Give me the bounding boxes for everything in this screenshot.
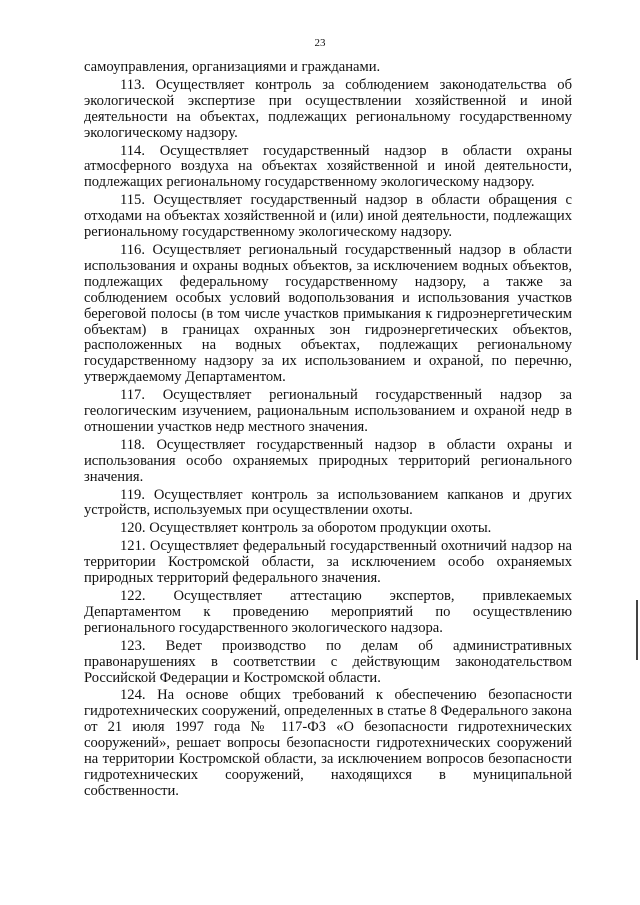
paragraph-119: 119. Осуществляет контроль за использованием капканов и других устройств, используемых при осуществлении охоты. — [84, 486, 572, 519]
paragraph-118: 118. Осуществляет государственный надзор в области охраны и использования особо охраняемых природных территорий регионального значения. — [84, 436, 572, 485]
paragraph-115: 115. Осуществляет государственный надзор в области обращения с отходами на объектах хозяйственной и (или) иной деятельности, подлежащих региональному государственному экологическому надзору. — [84, 192, 572, 241]
paragraph-120: 120. Осуществляет контроль за оборотом продукции охоты. — [120, 520, 492, 537]
scan-edge-mark — [636, 600, 638, 660]
paragraph-116: 116. Осуществляет региональный государственный надзор в области использования и охраны водных объектов, за исключением водных объектов, подлежащих федеральному государственному надзору, а также за соблюдением особых условий водопользования и использования участков береговой полосы (в том числе участков примыкания к гидроэнергетическим объектам) в границах охранных зон гидроэнергетических объектов, расположенных на водных объектах, подлежащих региональному государственному надзору за их использованием и охраной, по перечню, утверждаемому Департаментом. — [84, 241, 572, 386]
paragraph-113: 113. Осуществляет контроль за соблюдением законодательства об экологической экспертизе при осуществлении хозяйственной и иной деятельности на объектах, подлежащих региональному государственному экологическому надзору. — [84, 76, 572, 141]
paragraph-117: 117. Осуществляет региональный государственный надзор за геологическим изучением, рациональным использованием и охраной недр в отношении участков недр местного значения. — [84, 387, 572, 435]
paragraph-121: 121. Осуществляет федеральный государственный охотничий надзор на территории Костромской области, за исключением особо охраняемых природных территорий федерального значения. — [84, 538, 572, 587]
paragraph-124: 124. На основе общих требований к обеспечению безопасности гидротехнических сооружений, определенных в статье 8 Федерального закона от 21 июля 1997 года № 117-ФЗ «О безопасности гидротехнических сооружений», решает вопросы безопасности гидротехнических сооружений на территории Костромской области, за исключением вопросов безопасности гидротехнических сооружений, находящихся в муниципальной собственности. — [84, 687, 572, 799]
paragraph-114: 114. Осуществляет государственный надзор в области охраны атмосферного воздуха на объектах хозяйственной и иной деятельности, подлежащих региональному государственному экологическому надзору. — [84, 142, 572, 191]
paragraph-123: 123. Ведет производство по делам об административных правонарушениях в соответствии с действующим законодательством Российской Федерации и Костромской области. — [84, 637, 572, 686]
paragraph-122: 122. Осуществляет аттестацию экспертов, привлекаемых Департаментом к проведению мероприятий по осуществлению регионального государственного экологического надзора. — [84, 588, 572, 636]
paragraph-continuation: самоуправления, организациями и гражданами. — [84, 59, 381, 75]
page-number: 23 — [314, 37, 326, 49]
document-body — [84, 60, 572, 802]
